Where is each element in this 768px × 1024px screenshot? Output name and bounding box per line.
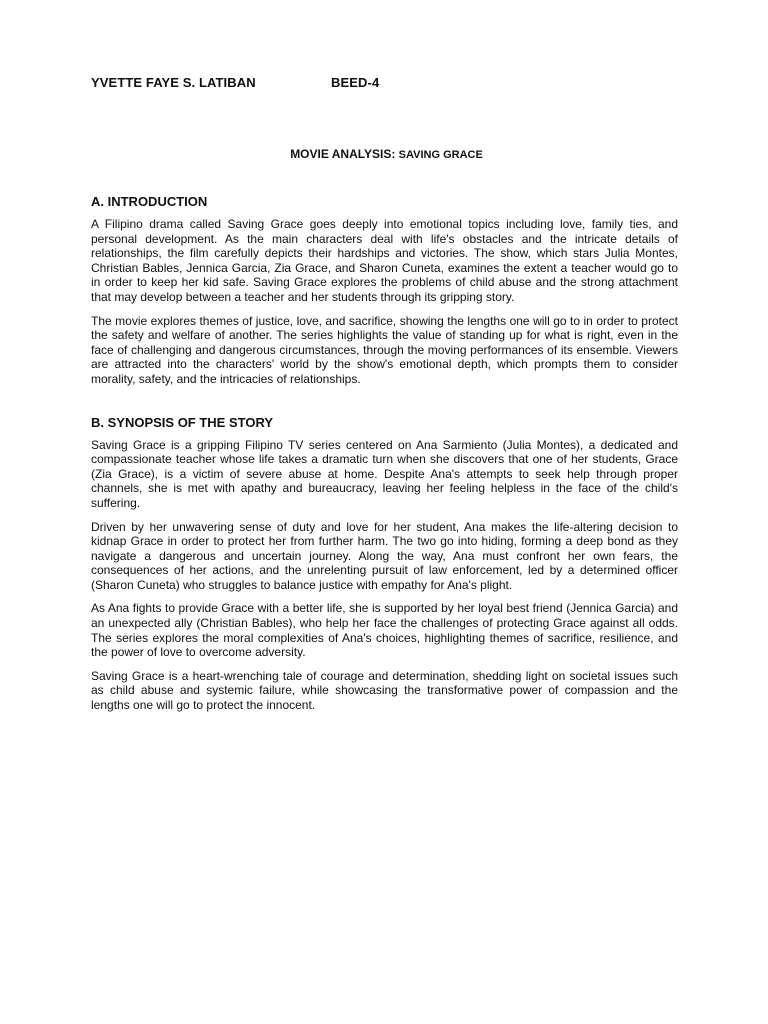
paragraph: Saving Grace is a gripping Filipino TV series centered on Ana Sarmiento (Julia Montes), a dedicated and compassionate teacher whose life takes a dramatic turn when she discovers that one of her students, Grace (Zia Grace), is a victim of severe abuse at home. Despite Ana's attempts to seek help through proper channels, she is met with apathy and bureaucracy, leaving her feeling helpless in the face of the child's suffering.: [91, 437, 678, 510]
document-title: [91, 147, 678, 163]
section-heading: A. INTRODUCTION: [91, 194, 208, 209]
paragraph: Driven by her unwavering sense of duty and love for her student, Ana makes the life-altering decision to kidnap Grace in order to protect her from further harm. The two go into hiding, forming a deep bond as they navigate a dangerous and uncertain journey. Along the way, Ana must confront her own fears, the consequences of her actions, and the unrelenting pursuit of law enforcement, led by a determined officer (Sharon Cuneta) who struggles to balance justice with empathy for Ana's plight.: [91, 519, 678, 592]
document-page: [91, 75, 678, 722]
title-main: MOVIE ANALYSIS:: [290, 147, 396, 161]
section-synopsis: [91, 415, 678, 713]
paragraph: The movie explores themes of justice, love, and sacrifice, showing the lengths one will go to in order to protect the safety and welfare of another. The series highlights the value of standing up for what is right, even in the face of challenging and dangerous circumstances, through the moving performances of its ensemble. Viewers are attracted into the characters' world by the show's emotional depth, which prompts them to consider morality, safety, and the intricacies of relationships.: [91, 313, 678, 386]
paragraph: A Filipino drama called Saving Grace goes deeply into emotional topics including love, family ties, and personal development. As the main characters deal with life's obstacles and the intricate details of relationships, the film carefully depicts their hardships and victories. The show, which stars Julia Montes, Christian Bables, Jennica Garcia, Zia Grace, and Sharon Cuneta, examines the extent a teacher would go to in order to keep her kid safe. Saving Grace explores the problems of child abuse and the strong attachment that may develop between a teacher and her students through its gripping story.: [91, 217, 678, 304]
title-sub: SAVING GRACE: [398, 149, 483, 161]
course-code: BEED-4: [331, 75, 380, 90]
paragraph: Saving Grace is a heart-wrenching tale of courage and determination, shedding light on societal issues such as child abuse and systemic failure, while showcasing the transformative power of compassion and the lengths one will go to protect the innocent.: [91, 668, 678, 713]
section-introduction: [91, 194, 678, 387]
author-name: YVETTE FAYE S. LATIBAN: [91, 75, 256, 90]
paragraph: As Ana fights to provide Grace with a better life, she is supported by her loyal best friend (Jennica Garcia) and an unexpected ally (Christian Bables), who help her face the challenges of protecting Grace against all odds. The series explores the moral complexities of Ana's choices, highlighting themes of sacrifice, resilience, and the power of love to overcome adversity.: [91, 601, 678, 660]
document-header: [91, 75, 678, 93]
section-heading: B. SYNOPSIS OF THE STORY: [91, 414, 274, 430]
